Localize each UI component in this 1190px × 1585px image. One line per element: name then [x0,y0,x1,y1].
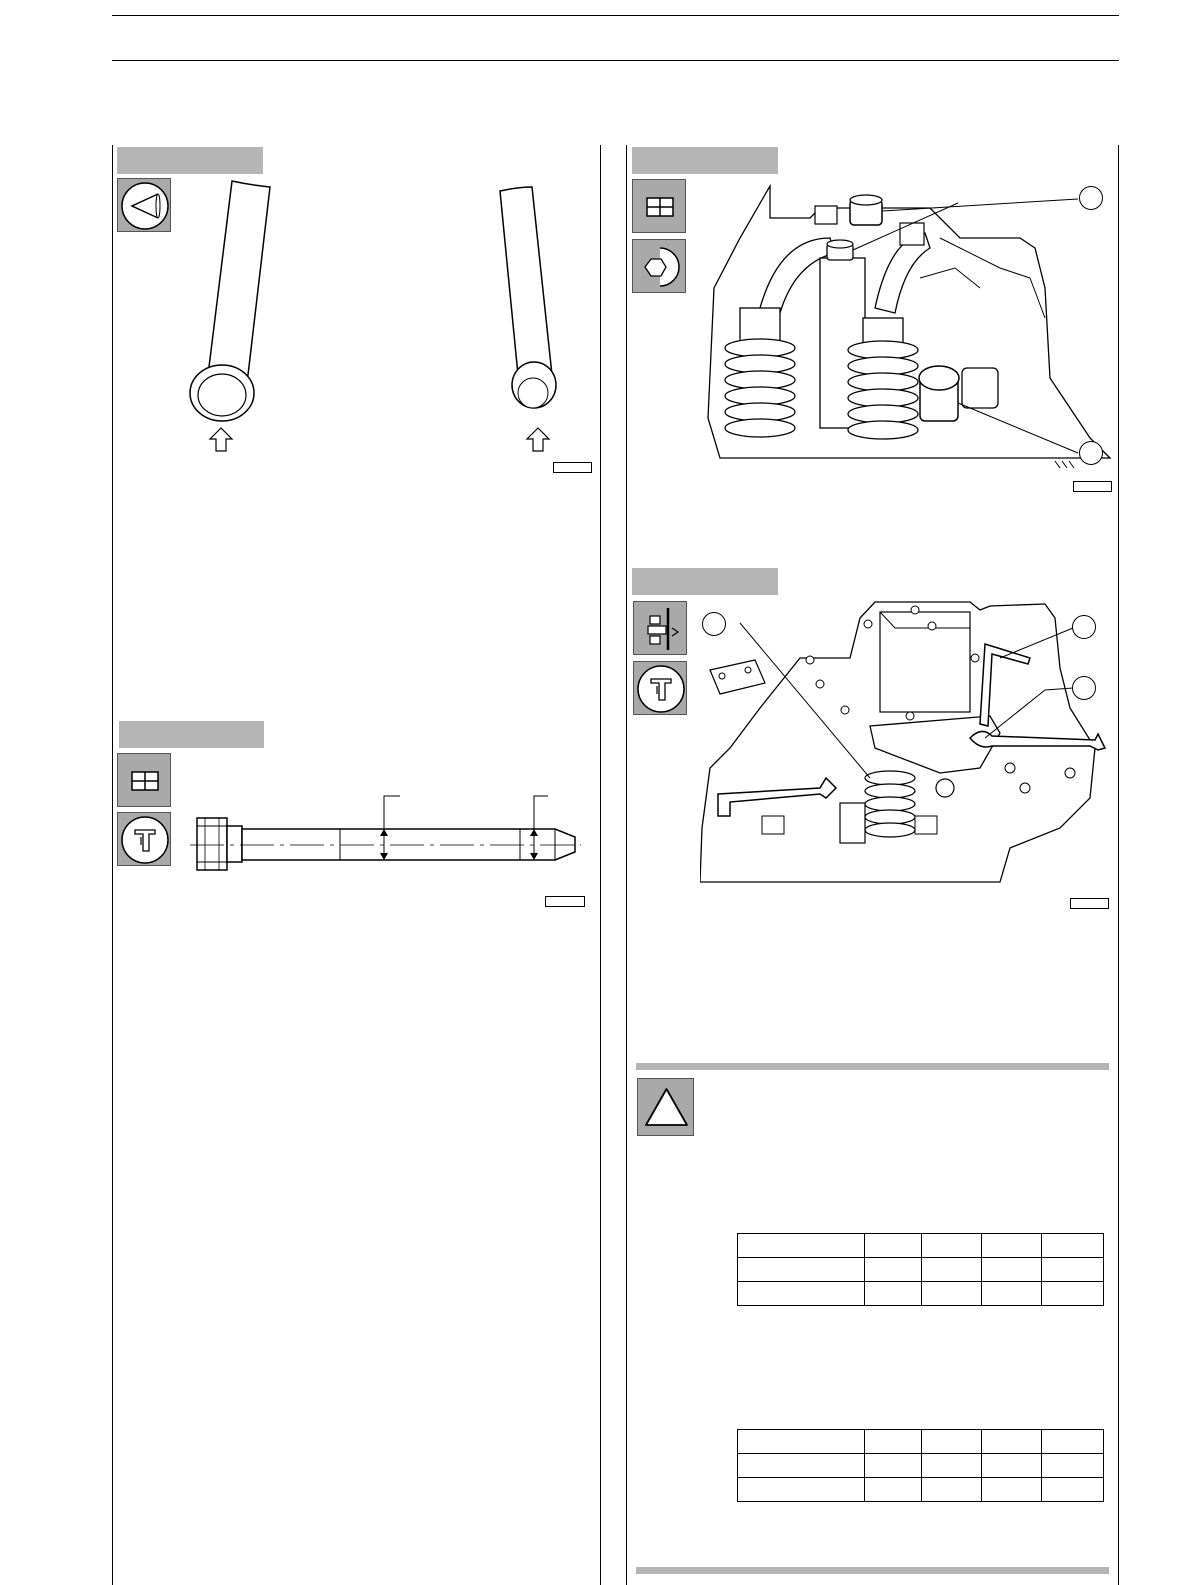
table-cell [922,1258,982,1282]
table-cell [922,1234,982,1258]
table-cell [738,1282,865,1306]
figure-ref-right-1 [1073,481,1112,492]
table-cell [1042,1234,1104,1258]
callout-1 [1079,186,1103,210]
warning-triangle-icon [637,1078,694,1136]
table-cell [865,1234,922,1258]
warning-separator-top [636,1063,1109,1070]
table-row [738,1282,1104,1306]
table-cell [1042,1258,1104,1282]
table-cell [922,1454,982,1478]
center-rule-b [626,145,627,1585]
bolt-measurement-drawing [185,790,585,880]
figure-ref-left-1 [553,462,592,473]
disassemble-icon [632,179,686,233]
figure-ref-left-2 [545,896,585,907]
measure-caliper-icon [117,812,171,866]
table-cell [922,1430,982,1454]
table-cell [865,1430,922,1454]
callout-2 [1079,441,1103,465]
rocker-shaft-assembly-illustration [700,178,1115,478]
header-bottom-rule [112,60,1119,61]
spec-table-2 [737,1429,1104,1502]
table-cell [1042,1430,1104,1454]
callout-2 [1072,615,1096,639]
spec-table-1 [737,1233,1104,1306]
table-cell [865,1454,922,1478]
table-cell [738,1430,865,1454]
figure-ref-right-2 [1070,898,1109,909]
left-column-rule [112,145,113,1585]
remove-nut-icon [632,239,686,293]
table-cell [982,1282,1042,1306]
table-cell [922,1478,982,1502]
table-cell [865,1478,922,1502]
callout-3 [1072,676,1096,700]
table-cell [982,1454,1042,1478]
table-cell [738,1478,865,1502]
table-cell [982,1258,1042,1282]
visual-inspection-icon [117,178,171,232]
table-row [738,1430,1104,1454]
step-bar-right-2 [632,568,778,595]
table-cell [982,1234,1042,1258]
step-bar-right-1 [632,147,778,174]
callout-1 [702,612,726,636]
warning-separator-bottom [636,1567,1109,1574]
step-bar-left-1 [117,147,263,174]
table-row [738,1234,1104,1258]
table-cell [1042,1454,1104,1478]
table-cell [1042,1478,1104,1502]
right-column-rule [1118,145,1119,1585]
table-cell [922,1282,982,1306]
table-row [738,1454,1104,1478]
table-row [738,1258,1104,1282]
center-rule-a [600,145,601,1585]
step-bar-left-2 [119,721,264,748]
adjustment-icon [633,601,687,655]
valve-clearance-adjustment-illustration [700,598,1115,890]
table-row [738,1478,1104,1502]
table-cell [738,1454,865,1478]
disassemble-icon [117,753,171,807]
table-cell [865,1258,922,1282]
pushrod-wear-illustration [180,175,600,485]
header-top-rule [112,15,1119,16]
table-cell [865,1282,922,1306]
table-cell [738,1258,865,1282]
table-cell [1042,1282,1104,1306]
table-cell [738,1234,865,1258]
table-cell [982,1478,1042,1502]
measure-caliper-icon [633,661,687,715]
table-cell [982,1430,1042,1454]
